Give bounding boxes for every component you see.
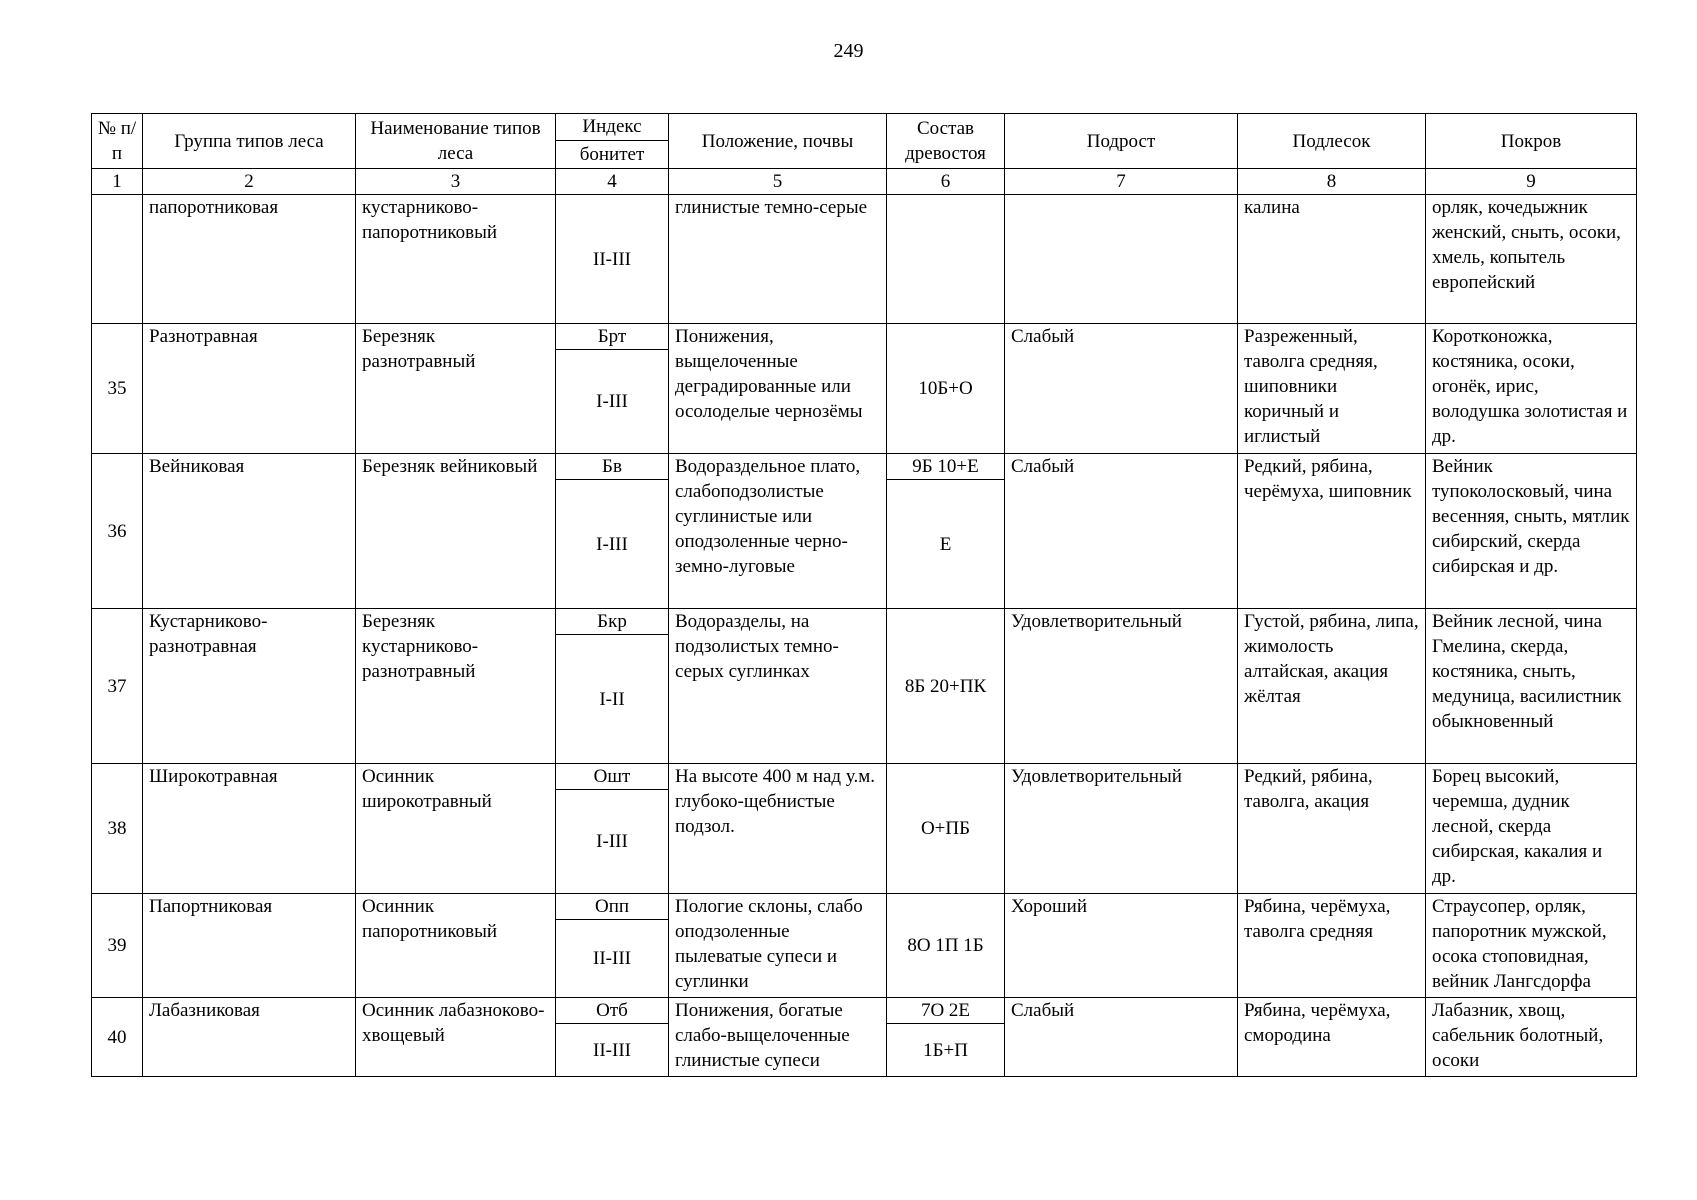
- composition-top: 7О 2Е: [887, 998, 1004, 1024]
- regrowth: Слабый: [1005, 454, 1238, 609]
- composition: 1Б+П: [923, 1039, 968, 1061]
- col-number: 2: [143, 169, 356, 195]
- composition: О+ПБ: [887, 764, 1005, 894]
- forest-types-table: [91, 113, 1637, 1077]
- bonitet: II-III: [556, 195, 669, 324]
- table-row: [92, 894, 1637, 998]
- forest-type: Осинник папоротниковый: [356, 894, 556, 998]
- forest-group: Широкотравная: [143, 764, 356, 894]
- forest-type: Осинник широкотравный: [356, 764, 556, 894]
- regrowth: Слабый: [1005, 998, 1238, 1077]
- index-bonitet: [556, 454, 669, 609]
- header-cover: Покров: [1426, 114, 1637, 169]
- col-number: 4: [556, 169, 669, 195]
- header-type: Наименование типов леса: [356, 114, 556, 169]
- index-bonitet: [556, 324, 669, 454]
- index-code: Бв: [556, 454, 668, 480]
- regrowth: Удовлетворительный: [1005, 609, 1238, 764]
- header-row: [92, 114, 1637, 169]
- position-soils: Пологие склоны, слабо оподзоленные пылеватые супеси и суглинки: [669, 894, 887, 998]
- position-soils: На высоте 400 м над у.м. глубоко-щебнистые подзол.: [669, 764, 887, 894]
- undergrowth: Рябина, черёмуха, таволга средняя: [1238, 894, 1426, 998]
- composition: [887, 195, 1005, 324]
- header-num: № п/п: [92, 114, 143, 169]
- row-number: 40: [92, 998, 143, 1077]
- forest-group: Папортниковая: [143, 894, 356, 998]
- forest-group: папоротниковая: [143, 195, 356, 324]
- undergrowth: Редкий, рябина, таволга, акация: [1238, 764, 1426, 894]
- undergrowth: калина: [1238, 195, 1426, 324]
- position-soils: Понижения, выщелоченные деградированные или осолоделые чернозёмы: [669, 324, 887, 454]
- regrowth: Хороший: [1005, 894, 1238, 998]
- table-row: [92, 454, 1637, 609]
- position-soils: Водоразделы, на подзолистых темно-серых суглинках: [669, 609, 887, 764]
- forest-type: Осинник лабазноково-хвощевый: [356, 998, 556, 1077]
- header-regrowth: Подрост: [1005, 114, 1238, 169]
- ground-cover: Вейник лесной, чина Гмелина, скерда, костяника, сныть, медуница, василистник обыкновенный: [1426, 609, 1637, 764]
- ground-cover: Страусопер, орляк, папоротник мужской, осока стоповидная, вейник Лангсдорфа: [1426, 894, 1637, 998]
- row-number: 36: [92, 454, 143, 609]
- index-code: Отб: [556, 998, 668, 1024]
- header-group: Группа типов леса: [143, 114, 356, 169]
- regrowth: Слабый: [1005, 324, 1238, 454]
- composition: 10Б+О: [887, 324, 1005, 454]
- col-number: 8: [1238, 169, 1426, 195]
- column-number-row: [92, 169, 1637, 195]
- index-bonitet: [556, 894, 669, 998]
- row-number: [92, 195, 143, 324]
- ground-cover: Борец высокий, черемша, дудник лесной, скерда сибирская, какалия и др.: [1426, 764, 1637, 894]
- header-undergrowth: Подлесок: [1238, 114, 1426, 169]
- table-row: [92, 998, 1637, 1077]
- regrowth: [1005, 195, 1238, 324]
- table-row: [92, 195, 1637, 324]
- ground-cover: орляк, кочедыжник женский, сныть, осоки, хмель, копытель европейский: [1426, 195, 1637, 324]
- index-code: Ошт: [556, 764, 668, 790]
- col-number: 1: [92, 169, 143, 195]
- bonitet: II-III: [593, 1039, 631, 1061]
- header-position: Положение, почвы: [669, 114, 887, 169]
- header-bonitet: бонитет: [579, 144, 645, 165]
- row-number: 35: [92, 324, 143, 454]
- col-number: 3: [356, 169, 556, 195]
- table-row: [92, 609, 1637, 764]
- bonitet: I-III: [596, 533, 628, 555]
- composition-top: 9Б 10+Е: [887, 454, 1004, 480]
- index-code: Бкр: [556, 609, 668, 635]
- ground-cover: Коротконожка, костяника, осоки, огонёк, ирис, володушка золотистая и др.: [1426, 324, 1637, 454]
- position-soils: Водораздельное плато, слабоподзолистые суглинистые или оподзоленные черно-земно-луговые: [669, 454, 887, 609]
- row-number: 39: [92, 894, 143, 998]
- col-number: 7: [1005, 169, 1238, 195]
- bonitet: I-III: [596, 831, 628, 852]
- index-code: Брт: [556, 324, 668, 350]
- header-index: Индекс: [556, 114, 668, 141]
- forest-type: кустарниково-папоротниковый: [356, 195, 556, 324]
- forest-group: Лабазниковая: [143, 998, 356, 1077]
- page-number: 249: [833, 40, 864, 62]
- undergrowth: Разреженный, таволга средняя, шиповники коричный и иглистый: [1238, 324, 1426, 454]
- forest-group: Разнотравная: [143, 324, 356, 454]
- table-row: [92, 324, 1637, 454]
- composition-cell: [887, 998, 1005, 1077]
- position-soils: Понижения, богатые слабо-выщелоченные глинистые супеси: [669, 998, 887, 1077]
- col-number: 9: [1426, 169, 1637, 195]
- ground-cover: Вейник тупоколосковый, чина весенняя, сныть, мятлик сибирский, скерда сибирская и др.: [1426, 454, 1637, 609]
- forest-type: Березняк кустарниково-разнотравный: [356, 609, 556, 764]
- undergrowth: Рябина, черёмуха, смородина: [1238, 998, 1426, 1077]
- header-composition: Состав древостоя: [887, 114, 1005, 169]
- header-index-bonitet: [556, 114, 669, 169]
- composition-cell: [887, 454, 1005, 609]
- row-number: 37: [92, 609, 143, 764]
- index-bonitet: [556, 764, 669, 894]
- ground-cover: Лабазник, хвощ, сабельник болотный, осоки: [1426, 998, 1637, 1077]
- regrowth: Удовлетворительный: [1005, 764, 1238, 894]
- col-number: 6: [887, 169, 1005, 195]
- row-number: 38: [92, 764, 143, 894]
- index-code: Опп: [556, 894, 668, 920]
- forest-type: Березняк вейниковый: [356, 454, 556, 609]
- position-soils: глинистые темно-серые: [669, 195, 887, 324]
- forest-group: Кустарниково-разнотравная: [143, 609, 356, 764]
- forest-group: Вейниковая: [143, 454, 356, 609]
- table-row: [92, 764, 1637, 894]
- bonitet: I-II: [599, 688, 625, 710]
- composition: 8Б 20+ПК: [887, 609, 1005, 764]
- forest-type: Березняк разнотравный: [356, 324, 556, 454]
- undergrowth: Густой, рябина, липа, жимолость алтайская, акация жёлтая: [1238, 609, 1426, 764]
- composition: 8О 1П 1Б: [887, 894, 1005, 998]
- index-bonitet: [556, 998, 669, 1077]
- index-bonitet: [556, 609, 669, 764]
- composition: Е: [939, 533, 952, 555]
- bonitet: II-III: [593, 948, 631, 969]
- col-number: 5: [669, 169, 887, 195]
- bonitet: I-III: [596, 391, 628, 412]
- undergrowth: Редкий, рябина, черёмуха, шиповник: [1238, 454, 1426, 609]
